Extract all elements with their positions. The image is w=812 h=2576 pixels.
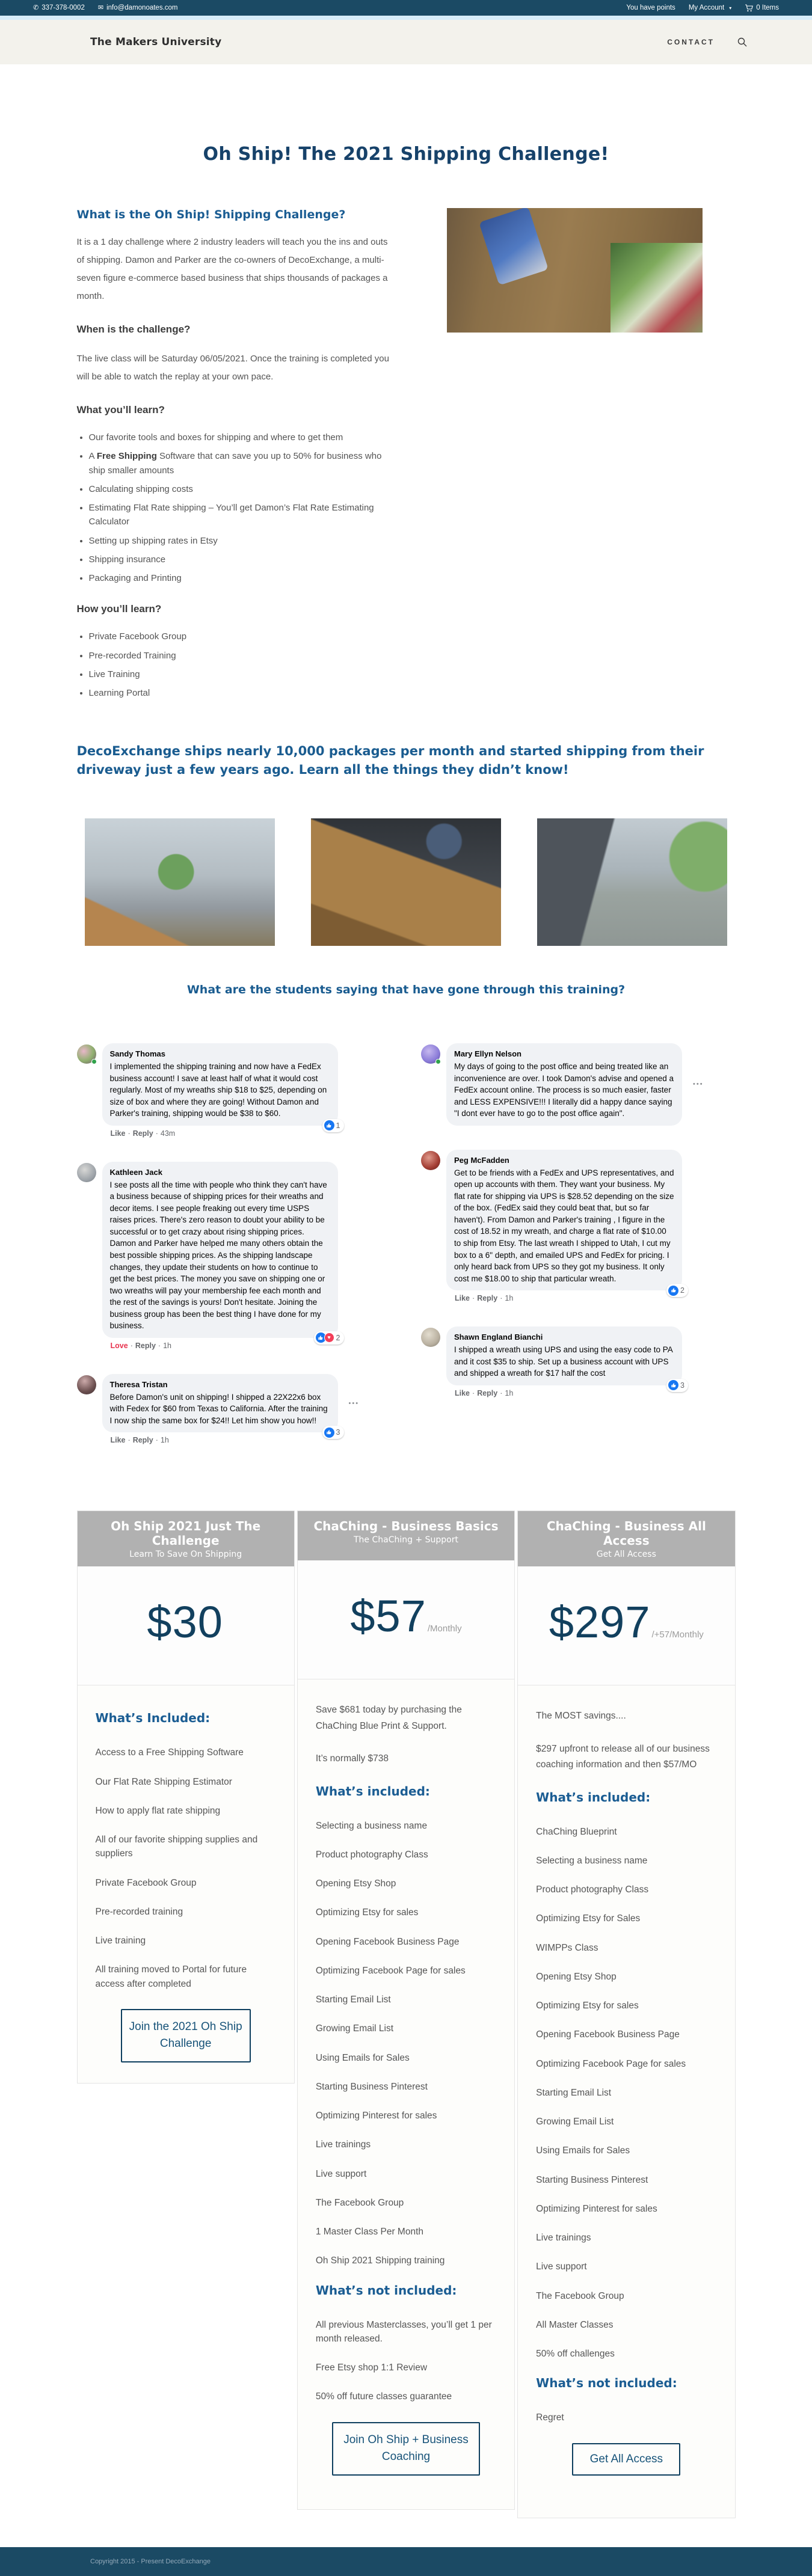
plan-body [518,1685,734,2518]
comment-body [446,1326,682,1397]
reactions-badge [314,1331,344,1345]
more-options-icon[interactable]: ••• [348,1399,360,1407]
how-item: • Live Training [89,667,390,681]
topbar-contact-group [33,4,178,11]
comment-bubble [102,1162,340,1342]
site-header [0,20,812,64]
feature-item: Starting Email List [536,2087,612,2098]
feature-item: Our Flat Rate Shipping Estimator [95,1776,232,1787]
text-segment: Software that can save you up to 50% for business who ship smaller amounts [88,451,382,476]
learn-item [89,449,390,477]
how-heading: How you’ll learn? [76,603,162,615]
plan-business-all-access [517,1510,735,2518]
avatar[interactable] [421,1044,440,1064]
commenter-name[interactable]: Sandy Thomas [109,1049,165,1059]
learn-item [89,501,390,529]
chevron-down-icon: ▾ [729,5,732,11]
photo-loading-car [537,818,727,946]
text-segment: Packaging and Printing [88,573,182,583]
testimonials-left-column [77,1043,392,1468]
commenter-name[interactable]: Peg McFadden [454,1155,509,1165]
feature-item: Private Facebook Group [95,1877,197,1888]
photo-row [85,818,727,946]
feature-item: The Facebook Group [536,2290,624,2301]
commenter-name[interactable]: Mary Ellyn Nelson [454,1049,521,1059]
reply-link[interactable]: Reply [132,1436,153,1445]
comment-body [446,1043,704,1126]
included-heading: What’s included: [315,1783,430,1799]
love-link[interactable]: Love [110,1341,128,1350]
email-address: info@damonoates.com [106,4,178,11]
feature-item: Free Etsy shop 1:1 Review [315,2363,428,2373]
included-list [536,1825,716,2361]
plan-business-basics [297,1510,515,2509]
reactions-badge [322,1426,344,1439]
comment-body [102,1043,338,1138]
pricing-section [77,1510,736,2518]
like-link[interactable]: Like [455,1294,470,1303]
avatar[interactable] [77,1044,96,1064]
plan-oh-ship-challenge [77,1510,295,2084]
comment-time: 43m [160,1129,176,1138]
photo-warehouse-packing [85,818,275,946]
how-item: • Learning Portal [89,686,390,700]
plan-title: ChaChing - Business All Access [546,1519,706,1548]
comment-time: 1h [160,1436,169,1445]
testimonials-right-column [421,1043,736,1421]
plan-body [298,1679,514,2509]
when-text: The live class will be Saturday 06/05/2021. Once the training is completed you will be able to watch the replay at your own pace. [76,354,389,382]
more-options-icon[interactable]: ••• [693,1081,704,1088]
feature-item: Using Emails for Sales [315,2052,410,2063]
comment-body [102,1374,360,1445]
main-content [77,64,736,2518]
learn-heading: What you’ll learn? [76,404,165,416]
online-indicator [435,1059,441,1064]
like-link[interactable]: Like [455,1388,470,1397]
price-suffix: /Monthly [427,1624,462,1634]
like-link[interactable]: Like [110,1129,126,1138]
price: $297 [549,1597,651,1648]
included-heading: What’s Included: [95,1711,211,1726]
thumbs-up-icon [668,1380,678,1390]
plan-subtitle: Get All Access [596,1550,656,1560]
intro-text-column [77,208,390,705]
reactions-badge [322,1119,344,1132]
comment-text: Get to be friends with a FedEx and UPS representatives, and open up accounts with them. They want your business. My flat rate for shipping via UPS is $28.52 depending on the size of the box. (FedEx said they could beat that, but so far haven't). From Damon and Parker's training , I figure in the cost of 18.52 in my wreath, and charge a flat rate of $10.00 to ship from Etsy. The last wreath I shipped to Utah, I cut my box to a 6" depth, and emailed UPS and FedEx for pricing. I only heard back from UPS so they got my business. It only cost me $18.00 to ship that particular wreath. [454,1168,674,1283]
hero-photo-packing-box [447,208,703,333]
testimonial-peg-mcfadden [421,1150,736,1302]
search-icon[interactable] [737,37,747,47]
plan-header [298,1511,514,1560]
cart-link[interactable] [745,4,779,12]
plan-note: $297 upfront to release all of our business coaching information and then $57/MO [536,1743,710,1770]
reaction-count: 3 [336,1428,340,1437]
feature-item: Opening Facebook Business Page [536,2029,680,2040]
learn-list [89,431,390,585]
comment-body [446,1150,682,1302]
commenter-name[interactable]: Kathleen Jack [109,1167,162,1177]
phone-link[interactable] [33,4,85,11]
how-item: • Pre-recorded Training [89,649,390,663]
plan-subtitle: Learn To Save On Shipping [129,1550,242,1560]
cart-count: 0 Items [756,4,779,11]
main-nav [667,37,747,47]
avatar[interactable] [77,1163,96,1182]
comment-actions: Like · Reply · 1h [455,1388,514,1397]
feature-item: Product photography Class [536,1884,649,1895]
feature-item: Live training [95,1936,146,1946]
when-heading: When is the challenge? [76,324,191,335]
comment-time: 1h [505,1388,514,1397]
comment-text: Before Damon's unit on shipping! I shipped a 22X22x6 box with Fedex for $60 from Texas to California. After the training I now ship the same box for $24!! Let him show you how!! [109,1392,328,1425]
page-title: Oh Ship! The 2021 Shipping Challenge! [203,144,609,165]
phone-number: 337-378-0002 [42,4,85,11]
comment-actions: Like · Reply · 1h [110,1436,169,1445]
feature-item: Optimizing Facebook Page for sales [315,1965,466,1976]
accent-strip [0,16,812,20]
copyright-text: Copyright 2015 - Present DecoExchange [90,2558,211,2565]
cart-icon [745,4,753,12]
envelope-icon: ✉ [97,4,104,11]
testimonial-kathleen-jack [77,1162,392,1350]
like-link[interactable]: Like [110,1436,126,1445]
comment-bubble [446,1326,684,1390]
included-list [96,1746,276,1991]
reaction-count: 2 [336,1333,340,1342]
not-included-heading: What’s not included: [315,2283,457,2298]
reply-link[interactable]: Reply [135,1341,156,1350]
text-segment: Calculating shipping costs [88,483,193,494]
included-heading: What’s included: [536,1789,651,1805]
thumbs-up-icon [668,1286,678,1296]
comment-text: I shipped a wreath using UPS and using the easy code to PA and it cost $35 to ship. Set up a business account with UPS and shipped a wreath for $17 half the cost [454,1345,672,1378]
learn-item [89,431,390,444]
price: $30 [147,1597,223,1648]
comment-bubble [102,1043,340,1130]
learn-item [89,553,390,566]
text-segment-bold: Free Shipping [96,451,157,462]
feature-item: All previous Masterclasses, you’ll get 1 per month released. [315,2319,492,2344]
feature-item: The Facebook Group [315,2197,404,2208]
comment-bubble [446,1043,682,1126]
reactions-badge [666,1379,688,1392]
comment-actions: Like · Reply · 1h [455,1294,514,1303]
comment-bubble [102,1374,340,1437]
how-item: • Private Facebook Group [89,630,390,643]
learn-item [89,534,390,548]
join-challenge-button[interactable]: Join the 2021 Oh Ship Challenge [121,2009,251,2062]
feature-item: Selecting a business name [315,1820,428,1831]
feature-item: Opening Etsy Shop [536,1971,617,1982]
not-included-list [316,2318,496,2404]
avatar[interactable] [421,1151,440,1170]
plan-price-area [78,1566,294,1685]
plan-title: ChaChing - Business Basics [313,1519,499,1534]
testimonial-sandy-thomas [77,1043,392,1138]
feature-item: All training moved to Portal for future access after completed [95,1964,247,1989]
feature-item: Regret [536,2412,564,2423]
feature-item: 50% off future classes guarantee [315,2391,452,2402]
comment-time: 1h [505,1294,514,1303]
online-indicator [91,1059,97,1064]
statement-heading: DecoExchange ships nearly 10,000 packages per month and started shipping from their driveway just a few years ago. Learn all the things they didn’t know! [76,744,704,777]
feature-item: Using Emails for Sales [536,2145,630,2156]
nav-contact[interactable]: CONTACT [667,38,715,46]
learn-item [89,571,390,585]
plan-note: The MOST savings.... [536,1711,626,1722]
get-all-access-button[interactable]: Get All Access [572,2443,680,2476]
what-text: It is a 1 day challenge where 2 industry leaders will teach you the ins and outs of shipping. Damon and Parker are the co-owners of DecoExchange, a multi-seven figure e-commerce based business that ships thousands of packages a month. [76,237,388,301]
feature-item: 1 Master Class Per Month [315,2227,424,2237]
text-segment: Our favorite tools and boxes for shipping and where to get them [88,432,343,443]
topbar-account-group [626,4,779,12]
intro-section [77,208,736,705]
students-heading: What are the students saying that have gone through this training? [186,983,626,997]
text-segment: A [88,451,97,462]
plan-price-area [518,1566,734,1685]
text-segment: Estimating Flat Rate shipping – You’ll get Damon’s Flat Rate Estimating Calculator [88,503,374,527]
reply-link[interactable]: Reply [132,1129,153,1138]
email-link[interactable] [98,4,178,11]
feature-item: Access to a Free Shipping Software [95,1747,244,1758]
reactions-badge [666,1284,688,1297]
site-footer [0,2547,812,2576]
feature-item: Live support [536,2262,587,2272]
plan-body [78,1685,294,2083]
feature-item: Optimizing Pinterest for sales [315,2111,437,2121]
points-link[interactable] [626,4,675,11]
feature-item: How to apply flat rate shipping [95,1805,221,1816]
plan-note: It’s normally $738 [315,1753,389,1764]
learn-item [89,482,390,496]
testimonial-mary-ellyn-nelson [421,1043,736,1126]
what-heading: What is the Oh Ship! Shipping Challenge? [76,208,346,221]
avatar[interactable] [77,1375,96,1394]
reply-link[interactable]: Reply [477,1388,498,1397]
feature-item: Live support [315,2168,367,2179]
heart-icon: ♥ [324,1332,334,1343]
site-logo[interactable]: The Makers University [90,36,222,48]
feature-item: 50% off challenges [536,2349,615,2359]
feature-item: All of our favorite shipping supplies and suppliers [95,1835,258,1859]
thumbs-up-icon [324,1428,334,1438]
comment-body [102,1162,338,1350]
feature-item: Growing Email List [536,2117,614,2127]
feature-item: Growing Email List [315,2023,394,2034]
testimonials-section [77,1043,736,1468]
testimonial-shawn-england-bianchi [421,1326,736,1397]
feature-item: Live trainings [536,2233,591,2243]
avatar[interactable] [421,1328,440,1347]
feature-item: Optimizing Etsy for sales [536,2001,639,2011]
comment-actions: Love · Reply · 1h [110,1341,171,1350]
not-included-list [536,2411,716,2424]
plan-header [78,1511,294,1566]
comment-text: I see posts all the time with people who think they can't have a business because of shipping prices for their wreaths and decor items. I see people freaking out every time USPS raises prices. There's zero reason to doubt your ability to be successful or to get crazy about rising shipping prices. Damon and Parker have helped me many others obtain the best possible shipping prices. As the shipping landscape changes, they update their students on how to continue to get the best prices. The money you save on shipping one or two wreaths will pay your membership fee each month and the rest of the savings is yours! Don't hesitate. Joining the business group has been the best thing I have done for my business. [109,1180,327,1331]
reply-link[interactable]: Reply [477,1294,498,1303]
feature-item: Optimizing Facebook Page for sales [536,2058,686,2069]
feature-item: Starting Email List [315,1995,391,2005]
feature-item: Pre-recorded training [95,1906,183,1917]
comment-text: I implemented the shipping training and now have a FedEx business account! I save at least half of what it would cost regularly. Most of my wreaths ship $18 to $25, depending on size of box and where they are going! Without Damon and Parker's training, shipping would be $38 to $60. [109,1061,327,1118]
text-segment: Shipping insurance [88,554,166,565]
feature-item: Starting Business Pinterest [536,2174,648,2185]
photo-taping-box [311,818,501,946]
account-menu[interactable] [689,4,731,11]
feature-item: Opening Etsy Shop [315,1878,396,1889]
feature-item: ChaChing Blueprint [536,1826,617,1837]
plan-note: Save $681 today by purchasing the ChaChing Blue Print & Support. [315,1705,462,1731]
feature-item: Optimizing Etsy for Sales [536,1913,641,1924]
reaction-count: 1 [336,1121,340,1130]
commenter-name[interactable]: Shawn England Bianchi [454,1332,543,1342]
testimonial-theresa-tristan [77,1374,392,1445]
feature-item: Optimizing Pinterest for sales [536,2203,657,2214]
points-label: You have points [626,4,675,11]
feature-item: Selecting a business name [536,1855,648,1866]
topbar [0,0,812,16]
feature-item: Product photography Class [315,1849,428,1860]
comment-actions: Like · Reply · 43m [110,1129,176,1138]
feature-item: Optimizing Etsy for sales [315,1907,419,1918]
commenter-name[interactable]: Theresa Tristan [109,1379,168,1389]
how-list [89,630,390,700]
thumbs-up-icon [324,1120,334,1130]
comment-bubble [446,1150,684,1295]
plan-title: Oh Ship 2021 Just The Challenge [111,1519,261,1548]
price: $57 [350,1591,426,1642]
feature-item: Opening Facebook Business Page [315,1936,460,1947]
plan-subtitle: The ChaChing + Support [353,1535,458,1545]
join-business-coaching-button[interactable]: Join Oh Ship + Business Coaching [332,2422,480,2476]
reaction-count: 3 [680,1381,684,1390]
feature-item: Live trainings [315,2139,371,2150]
plan-header [518,1511,734,1566]
comment-text: My days of going to the post office and being treated like an inconvenience are over. I took Damon's advise and opened a FedEx account online. The process is so much easier, faster and LESS EXPENSIVE!!! I literally did a happy dance saying "I dont ever have to go to the post office again". [454,1061,674,1118]
reaction-count: 2 [680,1286,684,1295]
plan-price-area [298,1560,514,1679]
phone-icon: ✆ [33,4,39,11]
included-list [316,1819,496,2268]
text-segment: Setting up shipping rates in Etsy [88,535,218,546]
feature-item: Oh Ship 2021 Shipping training [315,2256,445,2266]
comment-time: 1h [163,1341,171,1350]
not-included-heading: What’s not included: [536,2376,677,2391]
price-suffix: /+57/Monthly [651,1630,704,1640]
feature-item: Starting Business Pinterest [315,2081,428,2092]
feature-item: All Master Classes [536,2319,614,2330]
feature-item: WIMPPs Class [536,1942,598,1953]
account-label: My Account [688,4,725,11]
